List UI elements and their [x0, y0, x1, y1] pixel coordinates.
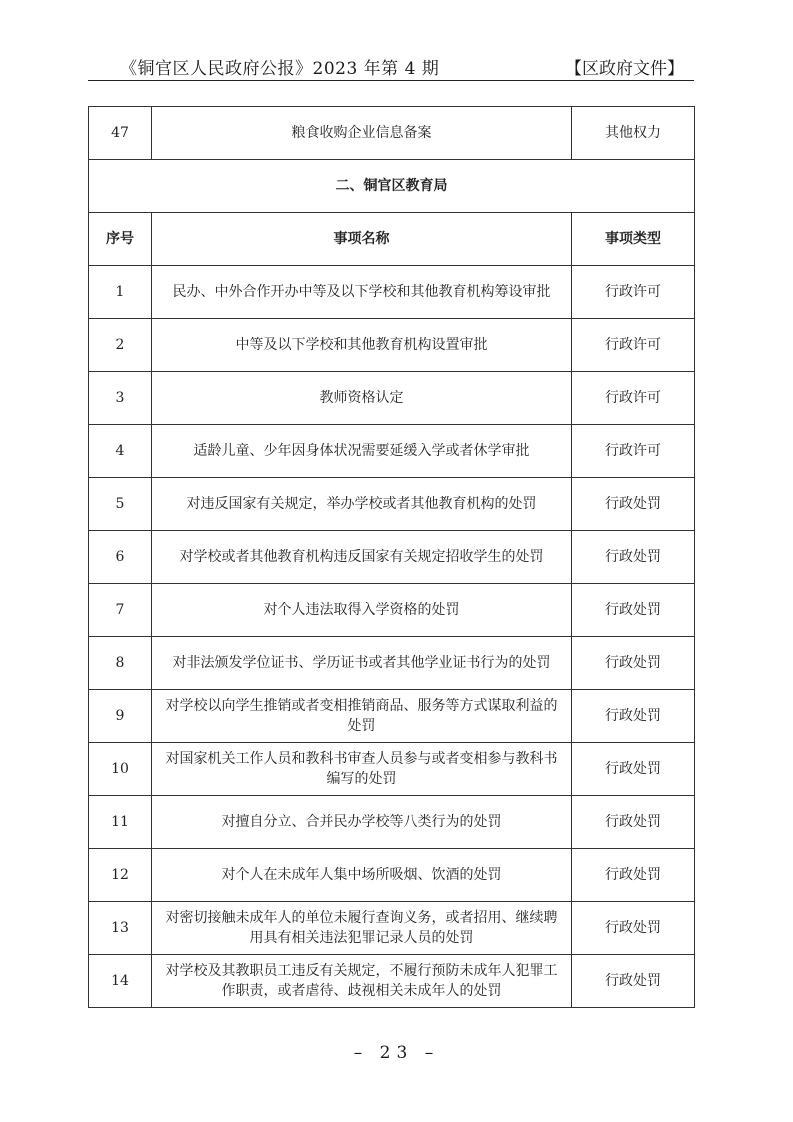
- item-name: 对学校或者其他教育机构违反国家有关规定招收学生的处罚: [152, 531, 572, 584]
- item-name: 民办、中外合作开办中等及以下学校和其他教育机构筹设审批: [152, 266, 572, 319]
- item-type: 行政处罚: [572, 955, 695, 1008]
- row-number: 4: [89, 425, 152, 478]
- column-header-type: 事项类型: [572, 213, 695, 266]
- item-type: 行政处罚: [572, 743, 695, 796]
- row-number: 9: [89, 690, 152, 743]
- column-header-name: 事项名称: [152, 213, 572, 266]
- row-number: 3: [89, 372, 152, 425]
- table-row: [89, 902, 695, 955]
- table-row: [89, 690, 695, 743]
- item-name: 中等及以下学校和其他教育机构设置审批: [152, 319, 572, 372]
- table-row: [89, 107, 695, 160]
- item-type: 行政许可: [572, 372, 695, 425]
- item-name: 对违反国家有关规定，举办学校或者其他教育机构的处罚: [152, 478, 572, 531]
- item-name: 对学校及其教职员工违反有关规定，不履行预防未成年人犯罪工作职责，或者虐待、歧视相关未成年人的处罚: [152, 955, 572, 1008]
- item-type: 行政处罚: [572, 584, 695, 637]
- row-number: 47: [89, 107, 152, 160]
- row-number: 6: [89, 531, 152, 584]
- item-type: 行政许可: [572, 319, 695, 372]
- row-number: 14: [89, 955, 152, 1008]
- item-type: 其他权力: [572, 107, 695, 160]
- column-header-number: 序号: [89, 213, 152, 266]
- table-row: [89, 796, 695, 849]
- row-number: 11: [89, 796, 152, 849]
- table-row: [89, 319, 695, 372]
- item-name: 对个人违法取得入学资格的处罚: [152, 584, 572, 637]
- item-name: 对国家机关工作人员和教科书审查人员参与或者变相参与教科书编写的处罚: [152, 743, 572, 796]
- table-row: [89, 478, 695, 531]
- page-header: [88, 48, 694, 81]
- column-header-row: [89, 213, 695, 266]
- item-name: 粮食收购企业信息备案: [152, 107, 572, 160]
- item-type: 行政处罚: [572, 902, 695, 955]
- row-number: 7: [89, 584, 152, 637]
- table-row: [89, 743, 695, 796]
- row-number: 13: [89, 902, 152, 955]
- row-number: 1: [89, 266, 152, 319]
- table-row: [89, 531, 695, 584]
- page-number: – 23 –: [353, 1043, 440, 1063]
- item-name: 对擅自分立、合并民办学校等八类行为的处罚: [152, 796, 572, 849]
- items-table: [88, 106, 695, 1008]
- item-name: 对学校以向学生推销或者变相推销商品、服务等方式谋取利益的处罚: [152, 690, 572, 743]
- section-header-row: [89, 160, 695, 213]
- item-name: 对密切接触未成年人的单位未履行查询义务，或者招用、继续聘用具有相关违法犯罪记录人员的处罚: [152, 902, 572, 955]
- document-category-tag: 【区政府文件】: [565, 59, 684, 79]
- row-number: 2: [89, 319, 152, 372]
- item-type: 行政处罚: [572, 531, 695, 584]
- item-name: 对个人在未成年人集中场所吸烟、饮酒的处罚: [152, 849, 572, 902]
- item-type: 行政许可: [572, 266, 695, 319]
- item-type: 行政处罚: [572, 849, 695, 902]
- table-row: [89, 372, 695, 425]
- item-type: 行政处罚: [572, 690, 695, 743]
- item-type: 行政许可: [572, 425, 695, 478]
- row-number: 8: [89, 637, 152, 690]
- table-row: [89, 425, 695, 478]
- item-name: 对非法颁发学位证书、学历证书或者其他学业证书行为的处罚: [152, 637, 572, 690]
- item-type: 行政处罚: [572, 637, 695, 690]
- row-number: 5: [89, 478, 152, 531]
- item-name: 教师资格认定: [152, 372, 572, 425]
- table-row: [89, 849, 695, 902]
- table-row: [89, 637, 695, 690]
- row-number: 10: [89, 743, 152, 796]
- bulletin-title: 《铜官区人民政府公报》2023 年第 4 期: [120, 59, 440, 79]
- table-row: [89, 584, 695, 637]
- table-row: [89, 266, 695, 319]
- section-title: 二、铜官区教育局: [89, 160, 695, 213]
- table-row: [89, 955, 695, 1008]
- item-type: 行政处罚: [572, 478, 695, 531]
- item-name: 适龄儿童、少年因身体状况需要延缓入学或者休学审批: [152, 425, 572, 478]
- row-number: 12: [89, 849, 152, 902]
- item-type: 行政处罚: [572, 796, 695, 849]
